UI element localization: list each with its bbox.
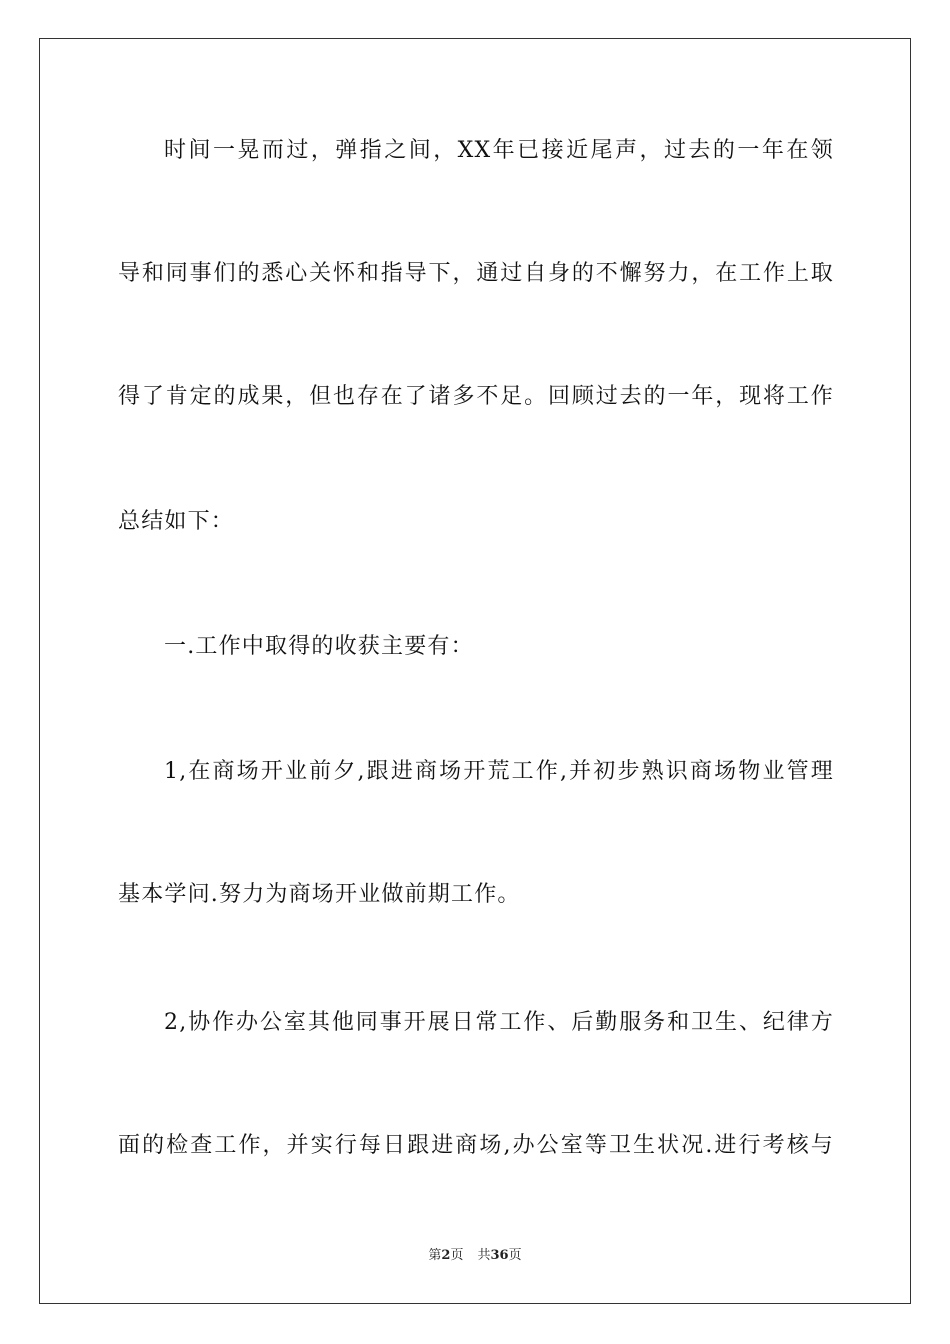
paragraph-line: 总结如下： bbox=[118, 509, 235, 534]
paragraph-line: 导和同事们的悉心关怀和指导下，通过自身的不懈努力，在工作上取 bbox=[118, 261, 834, 286]
page-label-prefix: 第 bbox=[428, 1248, 442, 1263]
page-border bbox=[39, 38, 911, 1304]
page-label-suffix: 页 bbox=[450, 1248, 464, 1263]
total-label-suffix: 页 bbox=[508, 1248, 522, 1263]
total-pages: 36 bbox=[490, 1248, 509, 1263]
paragraph-line: 得了肯定的成果，但也存在了诸多不足。回顾过去的一年，现将工作 bbox=[118, 384, 834, 409]
paragraph-line: 基本学问.努力为商场开业做前期工作。 bbox=[118, 882, 521, 907]
section-heading: 一.工作中取得的收获主要有： bbox=[164, 634, 474, 659]
total-label-prefix: 共 bbox=[477, 1248, 491, 1263]
paragraph-line: 时间一晃而过，弹指之间，XX年已接近尾声，过去的一年在领 bbox=[164, 138, 834, 163]
paragraph-line: 面的检查工作，并实行每日跟进商场,办公室等卫生状况.进行考核与 bbox=[118, 1133, 834, 1158]
page-footer bbox=[0, 1247, 950, 1265]
paragraph-line: 2,协作办公室其他同事开展日常工作、后勤服务和卫生、纪律方 bbox=[164, 1010, 834, 1035]
paragraph-line: 1,在商场开业前夕,跟进商场开荒工作,并初步熟识商场物业管理 bbox=[164, 759, 834, 784]
page-number: 2 bbox=[441, 1248, 451, 1263]
